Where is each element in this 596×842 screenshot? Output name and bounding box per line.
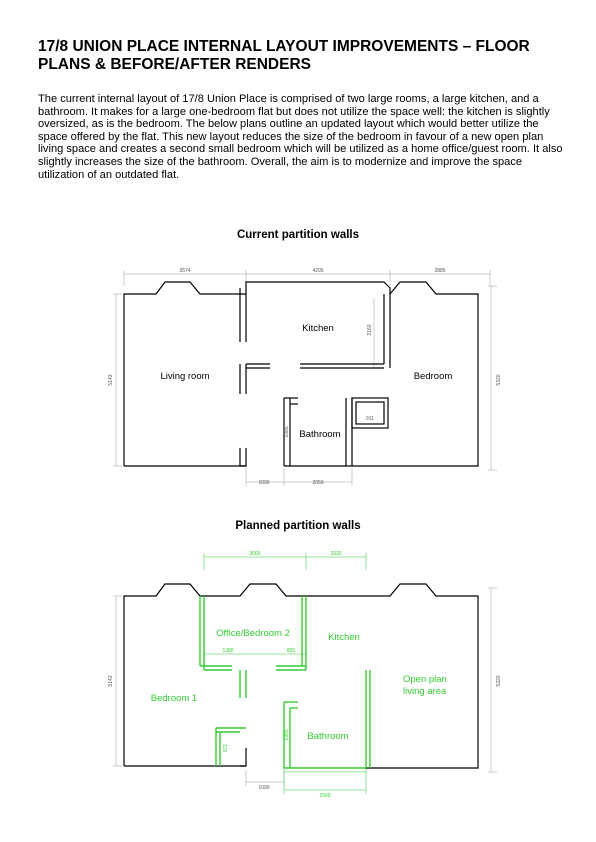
dim-office-a: 1380 (222, 648, 234, 654)
document-title: 17/8 UNION PLACE INTERNAL LAYOUT IMPROVEMENTS – FLOOR PLANS & BEFORE/AFTER RENDERS (38, 38, 530, 73)
room-bedroom1: Bedroom 1 (150, 693, 198, 704)
dim-bottom-right: 2900 (319, 793, 331, 799)
intro-paragraph: The current internal layout of 17/8 Union Place is comprised of two large rooms, a large kitchen, and a bathroom. It makes for a large one-bedroom flat but does not utilize the space well: the kitchen is slightly oversized, as is the bedroom. The below plans outline an updated layout which would better utilize the space offered by the flat. This new layout reduces the size of the bedroom in favour of a new open plan living space and creates a second small bedroom which will be utilized as a home office/guest room. It also slightly increases the size of the bathroom. Overall, the aim is to modernize and improve the space utilization of an outdated flat. (38, 93, 563, 181)
room-kitchen: Kitchen (302, 323, 334, 334)
dim-right: 5320 (496, 374, 502, 386)
dim-bath-wall: 1985 (284, 729, 290, 741)
dim-bath-wall: 1985 (284, 426, 290, 438)
current-floor-plan (0, 248, 596, 503)
dim-bottom-left: 1090 (258, 785, 270, 791)
dim-bottom-right: 2059 (312, 480, 324, 486)
planned-new-walls (200, 596, 370, 768)
room-living: Living room (160, 371, 210, 382)
room-bedroom: Bedroom (413, 371, 453, 382)
dim-small-wall: 971 (223, 743, 229, 753)
room-bathroom: Bathroom (299, 429, 341, 440)
planned-new-dimension-lines (204, 553, 366, 794)
dim-left: 5143 (108, 675, 114, 687)
dim-bottom-left: 1090 (258, 480, 270, 486)
room-bathroom: Bathroom (307, 731, 349, 742)
dim-top-mid: 4295 (312, 268, 324, 274)
room-open-plan-line1: Open plan (403, 674, 447, 685)
dim-office-b: 800 (286, 648, 296, 654)
planned-plan-heading: Planned partition walls (235, 520, 361, 532)
dim-right: 5320 (496, 675, 502, 687)
dim-kitchen-wall: 2160 (367, 324, 373, 336)
planned-floor-plan (0, 540, 596, 800)
dim-cupboard: 911 (366, 416, 374, 422)
current-plan-heading: Current partition walls (236, 229, 360, 241)
dim-top-right: 2885 (434, 268, 446, 274)
dim-top-right: 2030 (330, 551, 342, 557)
room-office: Office/Bedroom 2 (216, 628, 290, 639)
dim-top-left: 3000 (249, 551, 261, 557)
room-open-plan-line2: living area (403, 686, 447, 697)
dim-top-left: 3574 (179, 268, 191, 274)
dim-left: 5143 (108, 374, 114, 386)
room-kitchen: Kitchen (328, 632, 360, 643)
